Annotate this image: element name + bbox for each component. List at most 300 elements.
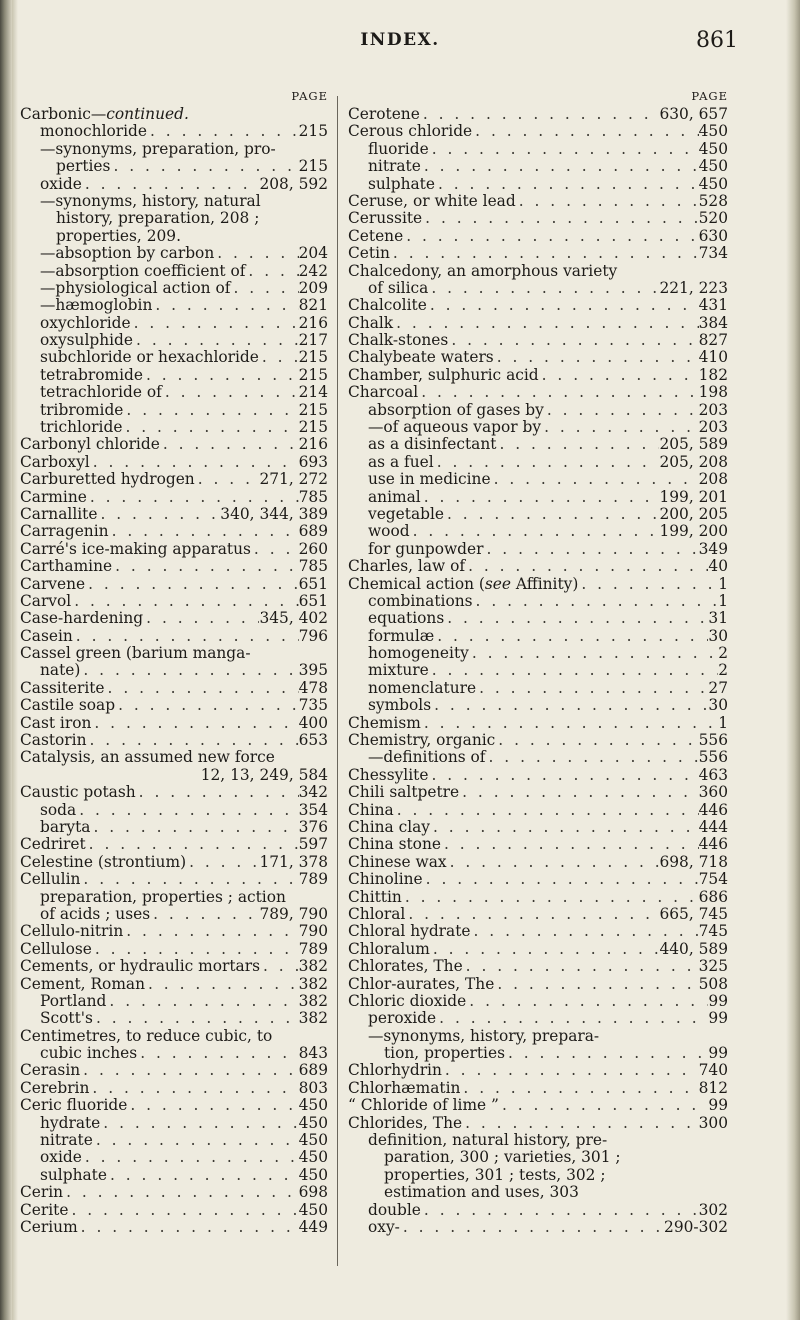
dot-leader <box>429 662 718 679</box>
index-term-text: Cetene <box>348 226 404 245</box>
index-entry <box>348 819 728 836</box>
dot-leader <box>92 941 299 958</box>
dot-leader <box>402 889 699 906</box>
index-entry <box>20 941 328 958</box>
dot-leader <box>505 1045 708 1062</box>
dot-leader <box>127 1097 298 1114</box>
index-page-ref: 215 <box>298 365 328 384</box>
index-entry <box>348 906 728 923</box>
dot-leader <box>82 176 260 193</box>
index-term <box>20 1202 68 1219</box>
index-page-ref: 630, 657 <box>659 104 728 123</box>
index-term <box>348 941 430 958</box>
index-entry <box>348 558 728 575</box>
index-page-ref: 698, 718 <box>659 852 728 871</box>
index-term-text: Chlor-aurates, The <box>348 974 495 993</box>
index-entry <box>348 576 728 593</box>
dot-leader <box>71 593 298 610</box>
index-term <box>368 1010 436 1027</box>
dot-leader <box>143 610 259 627</box>
dot-leader <box>112 558 298 575</box>
index-term-text: definition, natural history, pre- <box>368 1131 608 1150</box>
index-page-ref: 205, 589 <box>659 435 728 454</box>
index-page-ref: 203 <box>698 418 728 437</box>
index-term <box>40 993 106 1010</box>
index-term-text: fluoride <box>368 139 429 158</box>
index-page-ref: 446 <box>698 800 728 819</box>
index-entry <box>20 280 328 297</box>
index-entry <box>20 819 328 836</box>
index-term <box>348 228 403 245</box>
index-term <box>368 593 473 610</box>
index-entry <box>20 1115 328 1132</box>
index-term <box>40 297 152 314</box>
index-entry <box>20 680 328 697</box>
dot-leader <box>421 158 699 175</box>
dot-leader <box>421 1202 699 1219</box>
index-entry <box>20 402 328 419</box>
index-term <box>20 784 136 801</box>
index-page-ref: 205, 208 <box>659 452 728 471</box>
index-entry <box>348 141 728 158</box>
index-column-right <box>348 88 728 1236</box>
index-page-ref: 790 <box>298 922 328 941</box>
index-entry <box>20 715 328 732</box>
index-entry <box>348 784 728 801</box>
index-entry <box>348 976 728 993</box>
index-term-text: symbols <box>368 696 432 715</box>
index-term-text: sulphate <box>40 1165 107 1184</box>
dot-leader <box>97 506 220 523</box>
index-term-text: Charles, law of <box>348 557 466 576</box>
index-term-text: Cerous chloride <box>348 122 473 141</box>
index-term-text: Chloral hydrate <box>348 922 471 941</box>
index-entry <box>20 976 328 993</box>
index-entry <box>20 836 328 853</box>
index-entry <box>348 436 728 453</box>
index-term <box>20 976 145 993</box>
index-term <box>40 263 245 280</box>
index-entry <box>20 297 328 314</box>
index-term <box>368 402 544 419</box>
index-term-text: Chemism <box>348 713 421 732</box>
index-term <box>40 349 259 366</box>
index-page-ref: 444 <box>698 818 728 836</box>
dot-leader <box>420 106 660 123</box>
index-entry <box>348 993 728 1010</box>
dot-leader <box>230 280 298 297</box>
dot-leader <box>123 402 298 419</box>
index-page-ref: 450 <box>298 1200 328 1219</box>
index-term <box>368 662 429 679</box>
book-gutter <box>12 0 18 1320</box>
index-entry <box>348 402 728 419</box>
index-term-text: Chlorhydrin <box>348 1061 442 1080</box>
index-term-text: Carbonyl chloride <box>20 435 160 454</box>
index-term <box>368 1202 421 1219</box>
index-entry <box>348 645 728 662</box>
dot-leader <box>162 384 299 401</box>
index-entry <box>20 210 328 227</box>
dot-leader <box>494 349 699 366</box>
dot-leader <box>428 767 698 784</box>
dot-leader <box>405 906 659 923</box>
index-term-text: equations <box>368 609 445 628</box>
index-term-text: as a disinfectant <box>368 435 497 454</box>
index-term <box>348 297 427 314</box>
index-term <box>368 176 435 193</box>
index-term <box>40 906 150 923</box>
index-page-ref: 99 <box>708 1044 728 1063</box>
index-page-ref: 260 <box>298 539 328 558</box>
index-term-text: estimation and uses, 303 <box>384 1183 579 1202</box>
index-entry <box>348 1149 728 1166</box>
index-page-ref: 203 <box>698 400 728 419</box>
index-entry <box>20 141 328 158</box>
index-entry <box>20 958 328 975</box>
index-term-text-after: Affinity) <box>511 574 579 593</box>
index-term <box>20 923 123 940</box>
index-term-text: Scott's <box>40 1009 93 1028</box>
index-page-ref: 450 <box>298 1096 328 1115</box>
index-term-text: Castile soap <box>20 696 116 715</box>
index-term-text: China stone <box>348 835 441 854</box>
index-page-ref: 199, 200 <box>659 522 728 541</box>
dot-leader <box>93 1132 299 1149</box>
index-entry <box>20 923 328 940</box>
index-page-ref: 349 <box>698 539 728 558</box>
dot-leader <box>143 367 299 384</box>
index-term-text: Centimetres, to reduce cubic, to <box>20 1026 273 1045</box>
index-term <box>20 576 85 593</box>
index-entry <box>20 1010 328 1027</box>
index-term <box>20 941 92 958</box>
index-entry <box>348 958 728 975</box>
index-term <box>40 141 276 158</box>
index-term-text: —physiological action of <box>40 278 231 297</box>
index-entry <box>20 1080 328 1097</box>
index-term <box>368 454 434 471</box>
index-page-ref: 597 <box>298 835 328 854</box>
index-term <box>20 454 90 471</box>
index-entry <box>20 245 328 262</box>
index-term <box>20 697 115 714</box>
index-term <box>40 384 162 401</box>
index-term-text: —synonyms, history, natural <box>40 191 261 210</box>
index-term-text: formulæ <box>368 626 435 645</box>
index-term-text: Chlorides, The <box>348 1113 463 1132</box>
index-entry <box>20 610 328 627</box>
dot-leader <box>441 836 699 853</box>
index-page-ref: 450 <box>298 1148 328 1167</box>
index-term-text: Ceric fluoride <box>20 1096 128 1115</box>
index-term <box>348 106 420 123</box>
index-term-text: Celestine (strontium) <box>20 852 187 871</box>
dot-leader <box>491 471 699 488</box>
index-entry <box>20 541 328 558</box>
index-term <box>368 1219 400 1236</box>
dot-leader <box>123 923 298 940</box>
index-entry <box>20 263 328 280</box>
index-term-text: Cetin <box>348 244 390 263</box>
dot-leader <box>444 610 708 627</box>
index-page-ref: 440, 589 <box>659 939 728 958</box>
index-term-text: oxychloride <box>40 313 131 332</box>
index-term <box>348 263 617 280</box>
index-term-text: Carnallite <box>20 504 98 523</box>
index-page-ref: 734 <box>698 244 728 263</box>
index-term <box>368 436 496 453</box>
dot-leader <box>394 802 699 819</box>
index-page-ref: 382 <box>298 991 328 1010</box>
index-term <box>348 976 494 993</box>
index-column-left <box>20 88 328 1236</box>
index-term-text: paration, 300 ; varieties, 301 ; <box>384 1148 621 1167</box>
index-page-ref: 789, 790 <box>259 904 328 923</box>
index-entry <box>20 419 328 436</box>
dot-leader <box>214 245 298 262</box>
index-entry <box>20 332 328 349</box>
index-entry <box>348 1202 728 1219</box>
index-term-text: soda <box>40 800 77 819</box>
index-entry <box>20 1132 328 1149</box>
index-term <box>40 802 76 819</box>
index-term <box>40 332 133 349</box>
index-entry <box>348 889 728 906</box>
index-page-ref: 290-302 <box>664 1217 728 1236</box>
index-entry <box>20 749 328 766</box>
index-term <box>348 576 578 593</box>
index-term <box>40 1149 82 1166</box>
index-entry <box>348 871 728 888</box>
dot-leader <box>93 1010 299 1027</box>
index-page-ref: 556 <box>698 748 728 767</box>
index-entry <box>20 854 328 871</box>
index-term-text: tetrachloride of <box>40 383 162 402</box>
index-term <box>40 245 214 262</box>
index-term-text: oxide <box>40 174 82 193</box>
dot-leader <box>91 715 298 732</box>
index-entry <box>20 558 328 575</box>
index-page-ref: 689 <box>298 522 328 541</box>
index-term <box>40 1010 93 1027</box>
index-term-text: Castorin <box>20 731 87 750</box>
index-term <box>348 1062 442 1079</box>
index-term <box>384 1045 505 1062</box>
index-entry <box>20 384 328 401</box>
dot-leader <box>136 784 299 801</box>
index-term <box>368 697 431 714</box>
index-entry <box>348 836 728 853</box>
index-term-text: Chalk <box>348 313 394 332</box>
index-page-ref: 217 <box>298 331 328 350</box>
dot-leader <box>471 923 699 940</box>
index-entry <box>20 576 328 593</box>
index-page-ref: 198 <box>698 383 728 402</box>
index-page-ref: 382 <box>298 957 328 976</box>
index-page-ref: 204 <box>298 244 328 263</box>
dot-leader <box>403 228 698 245</box>
index-term-text: —absoption by carbon <box>40 244 215 263</box>
index-page-ref: 325 <box>698 957 728 976</box>
index-entry <box>20 697 328 714</box>
index-term <box>368 1132 607 1149</box>
index-term-text: Chemistry, organic <box>348 731 496 750</box>
index-term-text: Cellulin <box>20 870 81 889</box>
index-page-ref: 400 <box>298 713 328 732</box>
index-page-ref: 215 <box>298 157 328 176</box>
index-term-text: nitrate <box>40 1131 93 1150</box>
dot-leader <box>473 593 719 610</box>
index-page-ref: 208, 592 <box>259 174 328 193</box>
dot-leader <box>466 993 708 1010</box>
index-entry <box>348 1080 728 1097</box>
index-term-text: as a fuel <box>368 452 434 471</box>
index-term <box>348 558 465 575</box>
index-entry <box>20 663 328 680</box>
index-page-ref: 2 <box>718 661 728 680</box>
dot-leader <box>86 836 299 853</box>
index-entry <box>20 593 328 610</box>
dot-leader <box>472 123 698 140</box>
index-entry <box>20 454 328 471</box>
index-entry <box>348 384 728 401</box>
index-term <box>20 732 87 749</box>
index-entry <box>348 1097 728 1114</box>
index-term-text: Portland <box>40 991 107 1010</box>
index-term <box>368 506 444 523</box>
index-term <box>40 1167 107 1184</box>
index-page-ref: 99 <box>708 1096 728 1115</box>
index-term <box>368 280 428 297</box>
index-page-ref: 345, 402 <box>259 609 328 628</box>
index-page-ref: 754 <box>698 870 728 889</box>
dot-leader <box>400 1219 664 1236</box>
page-number: 861 <box>696 28 738 53</box>
index-entry <box>348 767 728 784</box>
dot-leader <box>80 1062 298 1079</box>
index-term-text: vegetable <box>368 504 445 523</box>
index-term-text: Cerotene <box>348 104 420 123</box>
index-term <box>348 1097 499 1114</box>
index-term <box>368 628 434 645</box>
index-entry-continuation: 12, 13, 249, 584 <box>200 765 328 784</box>
index-page-ref: 271, 272 <box>259 470 328 489</box>
index-term-text: Carboxyl <box>20 452 90 471</box>
index-term <box>348 210 422 227</box>
index-term-text: monochloride <box>40 122 147 141</box>
index-term-text: tion, properties <box>384 1044 505 1063</box>
index-term <box>40 402 123 419</box>
index-term <box>40 419 122 436</box>
index-term-text: absorption of gases by <box>368 400 544 419</box>
index-entry <box>20 1219 328 1236</box>
index-page-ref: 431 <box>698 296 728 315</box>
index-term-text: homogeneity <box>368 644 469 663</box>
index-entry <box>348 158 728 175</box>
index-page-ref: 803 <box>298 1078 328 1097</box>
index-page-ref: 376 <box>298 818 328 836</box>
dot-leader <box>469 645 718 662</box>
index-term-text: Carthamine <box>20 557 113 576</box>
index-term-text: Case-hardening <box>20 609 144 628</box>
index-term-text: sulphate <box>368 174 435 193</box>
dot-leader <box>460 1080 698 1097</box>
book-spine-shadow <box>0 0 12 1320</box>
index-entry <box>20 1184 328 1201</box>
index-term <box>20 1080 89 1097</box>
index-term-text: Chinoline <box>348 870 423 889</box>
index-entry <box>348 454 728 471</box>
index-page-ref: 215 <box>298 122 328 141</box>
index-term-text: Chessylite <box>348 765 429 784</box>
index-term-text: Carré's ice-making apparatus <box>20 539 251 558</box>
index-page-ref: 450 <box>698 157 728 176</box>
index-entry <box>348 610 728 627</box>
index-entry <box>20 228 328 245</box>
index-entry <box>20 315 328 332</box>
index-entry <box>348 541 728 558</box>
dot-leader <box>421 489 660 506</box>
index-entry <box>348 419 728 436</box>
dot-leader <box>427 297 699 314</box>
index-term <box>348 1080 460 1097</box>
dot-leader <box>133 332 299 349</box>
index-term <box>348 332 448 349</box>
index-term-text: Cedriret <box>20 835 86 854</box>
dot-leader <box>422 210 698 227</box>
dot-leader <box>82 1149 299 1166</box>
index-entry <box>348 1062 728 1079</box>
index-term-text: Ceruse, or white lead <box>348 191 516 210</box>
index-page-ref: 735 <box>298 696 328 715</box>
dot-leader <box>85 576 298 593</box>
index-term <box>40 1132 93 1149</box>
index-page-ref: 450 <box>698 122 728 141</box>
index-entry <box>348 1167 728 1184</box>
index-term <box>368 158 421 175</box>
index-entry <box>348 715 728 732</box>
index-term <box>348 384 418 401</box>
index-page-ref: 450 <box>298 1113 328 1132</box>
index-term <box>348 349 494 366</box>
index-term-text: Cement, Roman <box>20 974 146 993</box>
index-term <box>348 715 421 732</box>
index-page-ref: 821 <box>298 296 328 315</box>
index-term-text: tribromide <box>40 400 124 419</box>
index-term-text: Cassiterite <box>20 678 105 697</box>
dot-leader <box>186 854 259 871</box>
index-page-ref: 740 <box>698 1061 728 1080</box>
index-entry <box>20 489 328 506</box>
index-page-ref: 630 <box>698 226 728 245</box>
index-page-ref: 300 <box>698 1113 728 1132</box>
index-term-text: for gunpowder <box>368 539 484 558</box>
index-term <box>20 523 109 540</box>
index-term <box>368 419 541 436</box>
index-term-text: Chlorhæmatin <box>348 1078 461 1097</box>
index-term <box>348 245 390 262</box>
index-page-ref: 384 <box>698 313 728 332</box>
index-term-text: use in medicine <box>368 470 491 489</box>
index-entry <box>20 871 328 888</box>
dot-leader <box>100 1115 298 1132</box>
index-entry <box>348 1115 728 1132</box>
index-term-text: Carburetted hydrogen <box>20 470 195 489</box>
dot-leader <box>152 297 298 314</box>
index-term <box>348 193 516 210</box>
index-entry <box>20 506 328 523</box>
